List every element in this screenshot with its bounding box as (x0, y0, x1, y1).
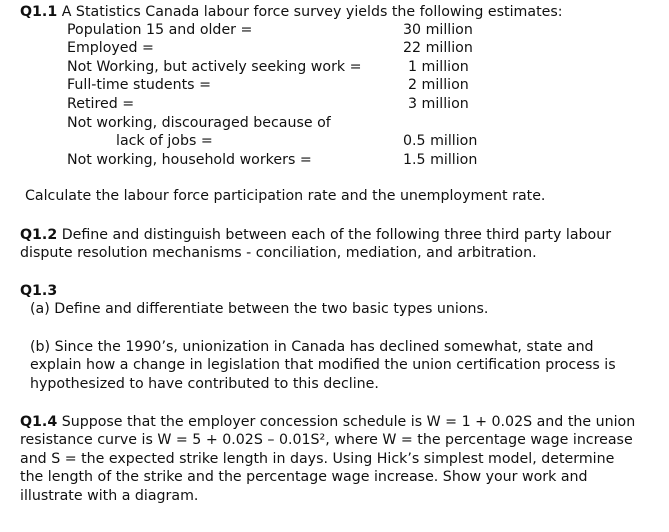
q1-3-part-a: (a) Define and differentiate between the two basic types unions. (30, 301, 489, 317)
estimate-value-population: 30 million (403, 22, 473, 38)
q1-2-line-1 (20, 226, 611, 245)
q1-4-line-5: illustrate with a diagram. (20, 488, 199, 504)
estimate-value-students: 2 million (408, 77, 469, 93)
estimate-label-discouraged-cont: lack of jobs = (116, 133, 213, 149)
q1-3-part-b-line-2: explain how a change in legislation that modified the union certification process is (30, 357, 616, 373)
estimate-label-population: Population 15 and older = (67, 22, 253, 38)
estimate-label-students: Full-time students = (67, 77, 211, 93)
q1-3-number: Q1.3 (20, 283, 58, 299)
estimate-value-retired: 3 million (408, 96, 469, 112)
q1-3-part-b-line-3: hypothesized to have contributed to this decline. (30, 376, 379, 392)
q1-2-text-1: Define and distinguish between each of the following three third party labour (61, 227, 612, 243)
estimate-label-retired: Retired = (67, 96, 135, 112)
estimate-value-employed: 22 million (403, 40, 473, 56)
q1-1-heading (20, 3, 563, 22)
estimate-label-employed: Employed = (67, 40, 154, 56)
estimate-value-seeking: 1 million (408, 59, 469, 75)
estimate-label-discouraged: Not working, discouraged because of (67, 115, 331, 131)
q1-2-number: Q1.2 (20, 227, 58, 243)
q1-4-text-1: Suppose that the employer concession schedule is W = 1 + 0.02S and the union (61, 414, 636, 430)
q1-3-part-b-line-1: (b) Since the 1990’s, unionization in Canada has declined somewhat, state and (30, 339, 594, 355)
estimate-label-seeking: Not Working, but actively seeking work = (67, 59, 362, 75)
q1-4-line-3: and S = the expected strike length in days. Using Hick’s simplest model, determine (20, 451, 615, 467)
estimate-value-discouraged: 0.5 million (403, 133, 478, 149)
q1-1-intro: A Statistics Canada labour force survey yields the following estimates: (61, 4, 563, 20)
q1-4-line-4: the length of the strike and the percentage wage increase. Show your work and (20, 469, 588, 485)
q1-4-line-1 (20, 413, 635, 432)
q1-1-number: Q1.1 (20, 4, 58, 20)
estimate-label-household: Not working, household workers = (67, 152, 312, 168)
q1-4-line-2: resistance curve is W = 5 + 0.02S – 0.01S², where W = the percentage wage increase (20, 432, 633, 448)
q1-4-number: Q1.4 (20, 414, 58, 430)
estimate-value-household: 1.5 million (403, 152, 478, 168)
q1-2-line-2: dispute resolution mechanisms - conciliation, mediation, and arbitration. (20, 245, 537, 261)
q1-1-task: Calculate the labour force participation rate and the unemployment rate. (25, 188, 546, 204)
